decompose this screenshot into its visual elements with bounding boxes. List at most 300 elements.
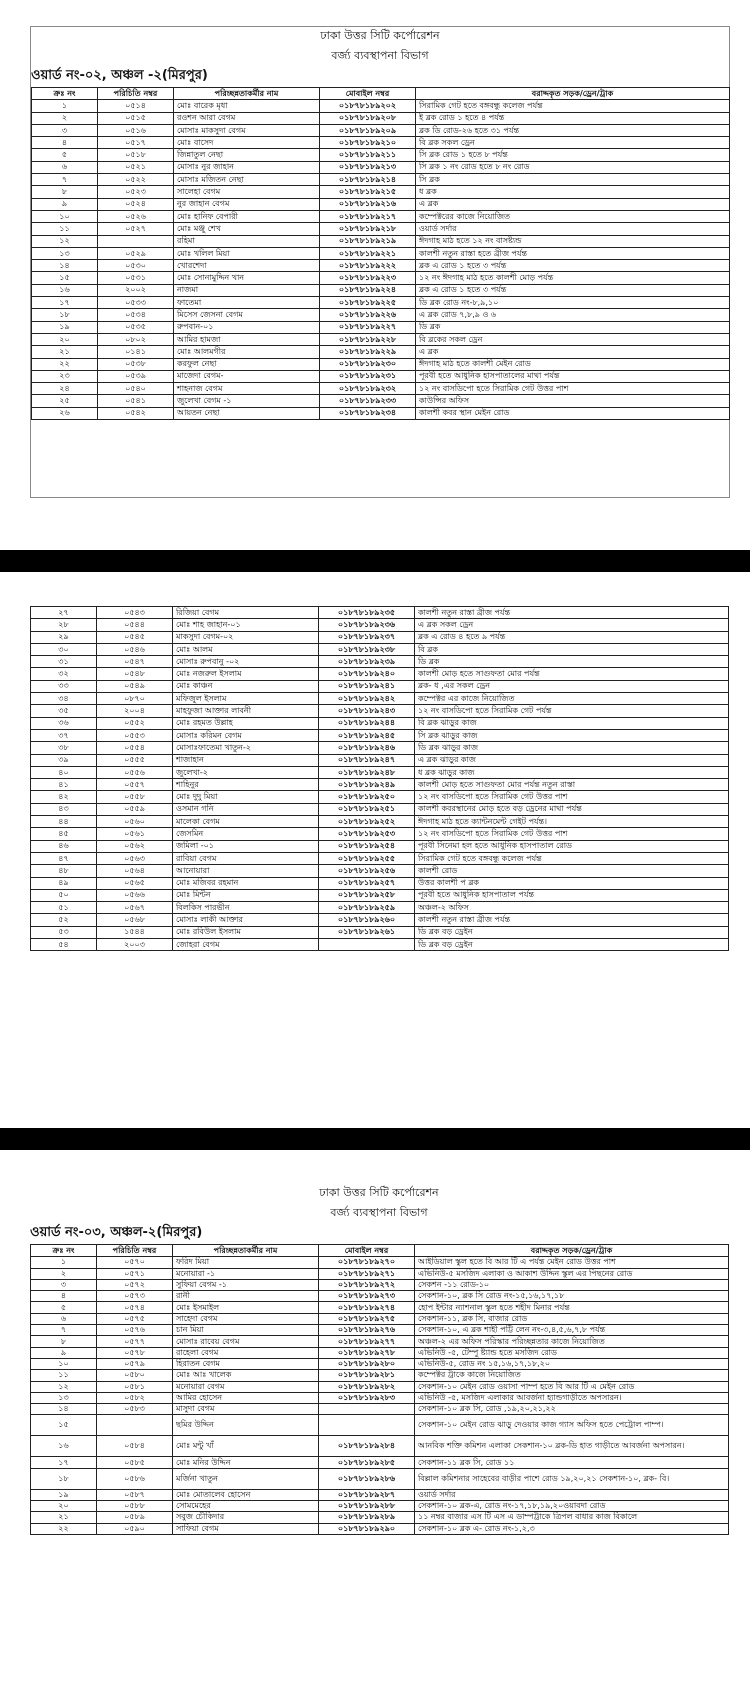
cell-assignment: সেকশন -১১ রোড-১০ <box>415 1279 729 1290</box>
cell-mobile: ০১৮৭৮১৮৯২৮১ <box>319 1370 415 1381</box>
cell-mobile <box>319 1415 415 1436</box>
cell-mobile: ০১৮৭৮১৮৯২৮৭ <box>319 1489 415 1500</box>
cell-id: ০৫৮৪ <box>97 1436 173 1457</box>
cell-assignment: ই ব্লক রোড ১ হতে ৪ পর্যন্ত <box>416 112 730 124</box>
cell-id: ০৮০২ <box>98 333 174 345</box>
table-row <box>32 247 730 259</box>
cell-assignment: এভিনিউ -৫, টেম্পু ষ্ট্যান্ড হতে মসজিদ রোড <box>415 1347 729 1358</box>
cell-id: ০৫৩৪ <box>98 309 174 321</box>
ward-02-page-part2 <box>30 606 728 951</box>
cell-mobile: ০১৮৭৮১৮৯২৩৭ <box>319 631 415 643</box>
cell-name: মর্জিনা খাতুন <box>173 1468 319 1489</box>
cell-serial: ৩১ <box>31 656 97 668</box>
header-serial: ক্রঃ নং <box>32 88 98 100</box>
header-id: পরিচিতি নম্বর <box>97 1245 173 1257</box>
table-row <box>31 619 729 631</box>
cell-name: শাজাহান <box>173 754 319 766</box>
cell-serial: ৩৮ <box>31 742 97 754</box>
cell-assignment: পূরবী হতে আধুনিক হাসপাতাল পর্যন্ত <box>415 889 729 901</box>
cell-assignment: ডি ব্লক <box>416 321 730 333</box>
cell-serial: ২৪ <box>32 383 98 395</box>
cell-serial: ৮ <box>31 1336 97 1347</box>
header-id: পরিচিতি নম্বর <box>98 88 174 100</box>
cell-assignment: এ ব্লক <box>416 346 730 358</box>
cell-id: ০৫৪৬ <box>97 643 173 655</box>
cell-id: ০৫৫৮ <box>97 791 173 803</box>
cell-assignment: ব্লক এ রোড ১ হতে ৩ পর্যন্ত <box>416 260 730 272</box>
cell-id: ০৫৩১ <box>98 272 174 284</box>
cell-serial: ৪৪ <box>31 816 97 828</box>
table-row <box>31 717 729 729</box>
cell-mobile: ০১৮৭৮১৮৯২৫৯ <box>319 902 415 914</box>
cell-mobile: ০১৮৭৮১৮৯২৩৫ <box>319 607 415 619</box>
cell-id: ০৫২৬ <box>98 210 174 222</box>
cell-serial: ৮ <box>32 186 98 198</box>
cell-name: মাসুদা বেগম <box>173 1404 319 1415</box>
cell-mobile: ০১৮৭৮১৮৯২১৬ <box>320 198 416 210</box>
cell-serial: ৫০ <box>31 889 97 901</box>
cell-serial: ৪ <box>31 1291 97 1302</box>
cell-name: নাজমা <box>174 284 320 296</box>
cell-name: সাফিয়া বেগম <box>173 1523 319 1534</box>
header-mobile: মোবাইল নম্বর <box>320 88 416 100</box>
cell-assignment: এভিনিউ-৫, রোড নং ১৫,১৬,১৭,১৮,২০ <box>415 1358 729 1369</box>
cell-id: ০৫৭৭ <box>97 1336 173 1347</box>
table-row <box>31 1370 729 1381</box>
cell-name: মোঃ হানিফ বেপারী <box>174 210 320 222</box>
cell-assignment: ব্লক ডি রোড-২৬ হতে ৩১ পর্যন্ত <box>416 124 730 136</box>
cell-name: চান মিয়া <box>173 1325 319 1336</box>
cell-id: ০১৪১ <box>98 346 174 358</box>
cell-serial: ১৭ <box>31 1457 97 1468</box>
cell-serial: ৫ <box>31 1302 97 1313</box>
cell-mobile: ০১৮৭৮১৮৯২৫১ <box>319 803 415 815</box>
cell-mobile: ০১৮৭৮১৮৯২৩৪ <box>320 407 416 419</box>
header-assignment: বরাদ্দকৃত সড়ক/ড্রেন/ট্রাক <box>416 88 730 100</box>
table-row <box>31 914 729 926</box>
cell-serial: ২২ <box>31 1523 97 1534</box>
cell-mobile: ০১৮৭৮১৮৯২৮৮ <box>319 1501 415 1512</box>
table-row <box>32 383 730 395</box>
table-row <box>31 791 729 803</box>
cell-serial: ৪২ <box>31 791 97 803</box>
table-row <box>31 742 729 754</box>
table-row <box>31 1457 729 1468</box>
cell-serial: ৯ <box>32 198 98 210</box>
cell-assignment: কম্পেক্টর এর কাজে নিয়োজিত <box>415 693 729 705</box>
cell-serial: ৪৭ <box>31 852 97 864</box>
cell-mobile: ০১৮৭৮১৮৯২৭৩ <box>319 1291 415 1302</box>
cell-serial: ১২ <box>31 1381 97 1392</box>
table-row <box>31 865 729 877</box>
table-row <box>31 902 729 914</box>
cell-serial: ২২ <box>32 358 98 370</box>
cell-name: মোসাঃ রাবেয় বেগম <box>173 1336 319 1347</box>
cell-name: আমির হোসেন <box>173 1392 319 1403</box>
cell-mobile: ০১৮৭৮১৮৯২৪৬ <box>319 742 415 754</box>
cell-id: ০৫৮৭ <box>97 1489 173 1500</box>
cell-name: আয়তন নেছা <box>174 407 320 419</box>
cell-name: মোঃ কাঞ্চন <box>173 680 319 692</box>
cell-id: ০৫৪৫ <box>97 631 173 643</box>
cell-serial: ৯ <box>31 1347 97 1358</box>
cell-serial: ২৮ <box>31 619 97 631</box>
cell-id: ০৫৫৪ <box>97 742 173 754</box>
cell-mobile: ০১৮৭৮১৮৯২৫২ <box>319 816 415 828</box>
table-row <box>32 370 730 382</box>
cell-assignment: কালশী নতুন রাস্তা ব্রীজ পর্যন্ত <box>415 914 729 926</box>
table-row <box>31 1436 729 1457</box>
cell-assignment: সেকশান-১০ ব্লক এ- রোড নং-১,২,৩ <box>415 1523 729 1534</box>
cell-name: নুর জাহান বেগম <box>174 198 320 210</box>
cell-name: মোসাঃ রুপবানু -০২ <box>173 656 319 668</box>
table-row <box>31 1381 729 1392</box>
cell-serial: ৪১ <box>31 779 97 791</box>
table-row <box>31 766 729 778</box>
cell-name: সুফিয়া বেগম -১ <box>173 1279 319 1290</box>
cell-name: রিজিয়া বেগম <box>173 607 319 619</box>
cell-mobile: ০১৮৭৮১৮৯২৪৭ <box>319 754 415 766</box>
table-row <box>31 1336 729 1347</box>
cell-serial: ১৫ <box>31 1415 97 1436</box>
cell-name: মোঃ বারেক মৃধা <box>174 100 320 112</box>
ward-03-rows <box>31 1257 729 1535</box>
cell-name: মোঃ মঞ্জু শেখ <box>174 223 320 235</box>
table-row <box>31 631 729 643</box>
cell-name: মোসাঃ লাকী আক্তার <box>173 914 319 926</box>
cell-mobile: ০১৮৭৮১৮৯২১৮ <box>320 223 416 235</box>
cell-mobile: ০১৮৭৮১৮৯২১১ <box>320 149 416 161</box>
cell-serial: ১০ <box>31 1358 97 1369</box>
cell-serial: ৩৫ <box>31 705 97 717</box>
table-row <box>31 1347 729 1358</box>
cell-mobile: ০১৮৭৮১৮৯২২১ <box>320 247 416 259</box>
cell-serial: ১৬ <box>32 284 98 296</box>
cell-name: জিন্নাতুল নেছা <box>174 149 320 161</box>
cell-mobile: ০১৮৭৮১৮৯২২৮ <box>320 333 416 345</box>
cell-id: ০৫২৭ <box>98 223 174 235</box>
table-row <box>32 284 730 296</box>
cell-serial: ৬ <box>31 1313 97 1324</box>
table-row <box>32 112 730 124</box>
cell-id: ০৫৮৮ <box>97 1501 173 1512</box>
cell-mobile: ০১৮৭৮১৮৯২৫০ <box>319 791 415 803</box>
cell-id: ০৫৬২ <box>97 840 173 852</box>
cell-name: শাহিনুর <box>173 779 319 791</box>
cell-serial: ২১ <box>31 1512 97 1523</box>
cell-assignment: সি ব্লক ১ নং রোড হতে ৮ নং রোড <box>416 161 730 173</box>
cell-name: আনোয়ারা <box>173 865 319 877</box>
cell-id: ০৫৮০ <box>97 1370 173 1381</box>
table-row <box>31 816 729 828</box>
cell-mobile: ০১৮৭৮১৮৯২৭০ <box>319 1257 415 1268</box>
table-row <box>31 1291 729 1302</box>
cell-assignment: হোপ ইন্টার ন্যাশনাল স্কুল হতে শহীদ মিনার পর্যন্ত <box>415 1302 729 1313</box>
cell-serial: ১৮ <box>32 309 98 321</box>
cell-assignment: এ ব্লক <box>416 198 730 210</box>
cell-name: ছমির উদ্দিন <box>173 1415 319 1436</box>
cell-id: ০৫৫৯ <box>97 803 173 815</box>
cell-assignment: ওয়ার্ড সর্দার <box>415 1489 729 1500</box>
table-row <box>31 693 729 705</box>
cell-serial: ৪৮ <box>31 865 97 877</box>
cell-assignment: পূরবী হতে আধুনিক হাসপাতালের মাথা পর্যন্ত <box>416 370 730 382</box>
cell-id: ০৫৬৭ <box>97 902 173 914</box>
cell-id: ০৫১৭ <box>98 137 174 149</box>
cell-serial: ১২ <box>32 235 98 247</box>
cell-name: করফুল নেছা <box>174 358 320 370</box>
table-row <box>32 223 730 235</box>
table-row <box>32 333 730 345</box>
cell-assignment: সেকশান-১১, ব্লক সি, বাজার রোড <box>415 1313 729 1324</box>
cell-name: মোঃ ইসমাইল <box>173 1302 319 1313</box>
cell-name: রুপবান-০১ <box>174 321 320 333</box>
cell-name: ফরিদ মিয়া <box>173 1257 319 1268</box>
cell-serial: ১৯ <box>32 321 98 333</box>
cell-mobile: ০১৮৭৮১৮৯২৯০ <box>319 1523 415 1534</box>
cell-assignment: কালশী নতুন রাস্তা হতে ব্রীজ পর্যন্ত <box>416 247 730 259</box>
cell-id: ০৫৪৯ <box>97 680 173 692</box>
cell-assignment: কাউন্সির অফিস <box>416 395 730 407</box>
ward-02-rows <box>32 100 730 420</box>
ward-03-table <box>30 1244 729 1535</box>
cell-serial: ৪৫ <box>31 828 97 840</box>
cell-serial: ২১ <box>32 346 98 358</box>
cell-serial: ১৯ <box>31 1489 97 1500</box>
cell-id: ০৫৫৬ <box>97 766 173 778</box>
cell-name: মোঃ রহমত উল্লাহ <box>173 717 319 729</box>
cell-name: মাহফুজা আক্তার লাবনী <box>173 705 319 717</box>
table-row <box>31 1468 729 1489</box>
table-header-row <box>32 88 730 100</box>
cell-id: ০৫৪৩ <box>97 607 173 619</box>
cell-name: মনোয়ারা বেগম <box>173 1381 319 1392</box>
cell-mobile: ০১৮৭৮১৮৯২৮৬ <box>319 1468 415 1489</box>
cell-serial: ১ <box>32 100 98 112</box>
table-row <box>32 198 730 210</box>
cell-mobile: ০১৮৭৮১৮৯২৬১ <box>319 926 415 938</box>
cell-mobile: ০১৮৭৮১৮৯২২৭ <box>320 321 416 333</box>
cell-id: ০৫৮১ <box>97 1381 173 1392</box>
cell-mobile: ০১৮৭৮১৮৯২৪৫ <box>319 729 415 741</box>
ward-02-page-part1 <box>30 26 730 498</box>
page-separator <box>0 550 750 572</box>
cell-assignment: পূরবী সিনেমা হল হতে আধুনিক হাসপাতাল রোড <box>415 840 729 852</box>
cell-serial: ২ <box>31 1268 97 1279</box>
cell-name: রানী <box>173 1291 319 1302</box>
table-row <box>31 656 729 668</box>
cell-serial: ৪৯ <box>31 877 97 889</box>
cell-id: ০৫৯০ <box>97 1523 173 1534</box>
cell-name: রাবিয়া বেগম <box>173 852 319 864</box>
table-row <box>31 926 729 938</box>
header-serial: ক্রঃ নং <box>31 1245 97 1257</box>
cell-name: রওশন আরা বেগম <box>174 112 320 124</box>
table-row <box>31 1325 729 1336</box>
cell-mobile: ০১৮৭৮১৮৯২৩১ <box>320 370 416 382</box>
cell-name: মোসাঃ মজিতন নেছা <box>174 174 320 186</box>
cell-mobile: ০১৮৭৮১৮৯২২৩ <box>320 272 416 284</box>
cell-serial: ১০ <box>32 210 98 222</box>
cell-assignment: বি ব্লক ঝাড়ুর কাজ <box>415 717 729 729</box>
cell-id: ০৫৩৫ <box>98 321 174 333</box>
cell-assignment: ধ ব্লক <box>416 186 730 198</box>
cell-assignment: বিল্লাল কমিশনার সাহেবের বাড়ীর পাশে রোড ১৯,২০,২১ সেকশান-১০, ব্লক- বি। <box>415 1468 729 1489</box>
table-row <box>31 852 729 864</box>
cell-name: মোসাঃ মাকসুদা বেগম <box>174 124 320 136</box>
cell-mobile: ০১৮৭৮১৮৯২১৫ <box>320 186 416 198</box>
cell-assignment: ব্লক- ধ ,এর সকল ড্রেন <box>415 680 729 692</box>
cell-name: ফাতেমা <box>174 297 320 309</box>
cell-mobile: ০১৮৭৮১৮৯২৩৮ <box>319 643 415 655</box>
table-row <box>31 1404 729 1415</box>
cell-name: মিসেস জেসনা বেগম <box>174 309 320 321</box>
cell-mobile: ০১৮৭৮১৮৯২৮০ <box>319 1358 415 1369</box>
cell-mobile: ০১৮৭৮১৮৯২৪৯ <box>319 779 415 791</box>
cell-mobile: ০১৮৭৮১৮৯২১৭ <box>320 210 416 222</box>
cell-mobile: ০১৮৭৮১৮৯২৭১ <box>319 1268 415 1279</box>
cell-serial: ৩৬ <box>31 717 97 729</box>
cell-mobile: ০১৮৭৮১৮৯২০২ <box>320 100 416 112</box>
cell-serial: ২৬ <box>32 407 98 419</box>
table-row <box>32 272 730 284</box>
cell-name: ওসমান গনি <box>173 803 319 815</box>
table-row <box>31 803 729 815</box>
cell-name: মোসাঃ করিমন বেগম <box>173 729 319 741</box>
cell-assignment: ১১ নম্বর বাজার এস টি এস এ ডাম্পট্রাকে ত্রিপল বাধার কাজ বিকালে <box>415 1512 729 1523</box>
cell-assignment: এ ব্লক রোড ৭,৮,৯ ও ৬ <box>416 309 730 321</box>
cell-assignment: কালশী নতুন রাস্তা ব্রীজ পর্যন্ত <box>415 607 729 619</box>
table-row <box>32 309 730 321</box>
cell-assignment: কম্পেক্টর ট্রাকে কাজে নিয়োজিত <box>415 1370 729 1381</box>
cell-mobile <box>319 939 415 951</box>
cell-serial: ৬ <box>32 161 98 173</box>
cell-serial: ১৪ <box>32 260 98 272</box>
cell-id: ০৫৭১ <box>97 1268 173 1279</box>
cell-id: ০৫৫৩ <box>97 729 173 741</box>
cell-serial: ৪০ <box>31 766 97 778</box>
cell-mobile: ০১৮৭৮১৮৯২২৬ <box>320 309 416 321</box>
cell-assignment: সেকশান-১০, এ ব্লক শাহী পট্টি লেন নং-৩,৪,৫,৬,৭,৮ পর্যন্ত <box>415 1325 729 1336</box>
cell-mobile: ০১৮৭৮১৮৯২৮৩ <box>319 1392 415 1403</box>
cell-id: ২০০৪ <box>97 705 173 717</box>
cell-serial: ৫ <box>32 149 98 161</box>
cell-name: মোসাঃ নুর জাহান <box>174 161 320 173</box>
cell-serial: ১৪ <box>31 1404 97 1415</box>
table-row <box>31 889 729 901</box>
cell-id: ০৫১৬ <box>98 124 174 136</box>
table-row <box>32 358 730 370</box>
cell-id: ০৫৭৪ <box>97 1302 173 1313</box>
cell-id: ০৫৭৫ <box>97 1313 173 1324</box>
dept-title: বর্জ্য ব্যবস্থাপনা বিভাগ <box>330 1206 428 1219</box>
cell-id: ০৫৬০ <box>97 816 173 828</box>
cell-serial: ৫৪ <box>31 939 97 951</box>
cell-id <box>97 1415 173 1436</box>
cell-serial: ১১ <box>31 1370 97 1381</box>
cell-mobile: ০১৮৭৮১৮৯২৪২ <box>319 693 415 705</box>
table-row <box>32 124 730 136</box>
cell-name: মোঃ মজিবর রহমান <box>173 877 319 889</box>
cell-serial: ১৩ <box>32 247 98 259</box>
cell-serial: ৫১ <box>31 902 97 914</box>
cell-name: সবুজ চৌকিদার <box>173 1512 319 1523</box>
cell-mobile: ০১৮৭৮১৮৯২৩০ <box>320 358 416 370</box>
cell-assignment: সিরামিক গেট হতে বঙ্গবন্ধু কলেজ পর্যন্ত <box>416 100 730 112</box>
cell-mobile: ০১৮৭৮১৮৯২২৪ <box>320 284 416 296</box>
cell-serial: ১ <box>31 1257 97 1268</box>
table-row <box>32 346 730 358</box>
cell-serial: ২৩ <box>32 370 98 382</box>
cell-serial: ৫৩ <box>31 926 97 938</box>
cell-name: মোঃ রবিউল ইসলাম <box>173 926 319 938</box>
cell-id: ০৫২৩ <box>98 186 174 198</box>
table-row <box>31 729 729 741</box>
table-row <box>32 395 730 407</box>
cell-name: মোঃ আলমগীর <box>174 346 320 358</box>
cell-id: ০৫৫২ <box>97 717 173 729</box>
cell-mobile: ০১৮৭৮১৮৯২৮৪ <box>319 1436 415 1457</box>
cell-assignment: ১২ নং বাসডিপো হতে সিরামিক গেট পর্যন্ত <box>415 705 729 717</box>
cell-name: মোসাঃফাতেমা খাতুন-২ <box>173 742 319 754</box>
cell-mobile: ০১৮৭৮১৮৯২৬০ <box>319 914 415 926</box>
table-row <box>31 828 729 840</box>
cell-name: জোহরা বেগম <box>173 939 319 951</box>
cell-name: মোঃ মিন্টন <box>173 889 319 901</box>
table-row <box>32 297 730 309</box>
cell-id: ০৫৭৩ <box>97 1291 173 1302</box>
cell-id: ০৫৮৩ <box>97 1404 173 1415</box>
cell-mobile: ০১৮৭৮১৮৯২৭৪ <box>319 1302 415 1313</box>
cell-id: ০৫৩০ <box>98 260 174 272</box>
cell-assignment: ধ ব্লক ঝাড়ুর কাজ <box>415 766 729 778</box>
cell-serial: ১৫ <box>32 272 98 284</box>
header-assignment: বরাদ্দকৃত সড়ক/ড্রেন/ট্রাক <box>415 1245 729 1257</box>
cell-id: ০৫৭৮ <box>97 1347 173 1358</box>
cell-serial: ৪ <box>32 137 98 149</box>
cell-serial: ৪৬ <box>31 840 97 852</box>
cell-mobile: ০১৮৭৮১৮৯২২৯ <box>320 346 416 358</box>
cell-assignment: ১২ নং ঈদগাহ মাঠ হতে কালশী মোড় পর্যন্ত <box>416 272 730 284</box>
cell-assignment: বি ব্লক <box>415 643 729 655</box>
cell-name: জমিলা -০১ <box>173 840 319 852</box>
cell-id: ০৫২১ <box>98 161 174 173</box>
cell-assignment: সি ব্লক <box>416 174 730 186</box>
dept-title: বর্জ্য ব্যবস্থাপনা বিভাগ <box>331 49 429 62</box>
cell-serial: ২০ <box>32 333 98 345</box>
table-row <box>32 137 730 149</box>
ward-title: ওয়ার্ড নং-০২, অঞ্চল -২(মিরপুর) <box>31 68 208 83</box>
cell-name: সালেহা বেগম <box>174 186 320 198</box>
cell-name: রহিমা <box>174 235 320 247</box>
cell-name: জুলেখা-২ <box>173 766 319 778</box>
cell-mobile: ০১৮৭৮১৮৯২৭৬ <box>319 1325 415 1336</box>
cell-serial: ৩৩ <box>31 680 97 692</box>
cell-id: ০৫৮২ <box>97 1392 173 1403</box>
cell-serial: ৩৪ <box>31 693 97 705</box>
cell-mobile: ০১৮৭৮১৮৯২৪০ <box>319 668 415 680</box>
cell-serial: ৩৭ <box>31 729 97 741</box>
cell-serial: ৩০ <box>31 643 97 655</box>
table-row <box>31 1313 729 1324</box>
cell-assignment: অঞ্চল-২ অফিস <box>415 902 729 914</box>
cell-id: ০৫৬৮ <box>97 914 173 926</box>
org-title: ঢাকা উত্তর সিটি কর্পোরেশন <box>319 1186 439 1199</box>
cell-name: বিলকিস পারভীন <box>173 902 319 914</box>
cell-assignment: এ ব্লক সকল ড্রেন <box>415 619 729 631</box>
cell-id: ০৫৭৬ <box>97 1325 173 1336</box>
cell-serial: ২৯ <box>31 631 97 643</box>
